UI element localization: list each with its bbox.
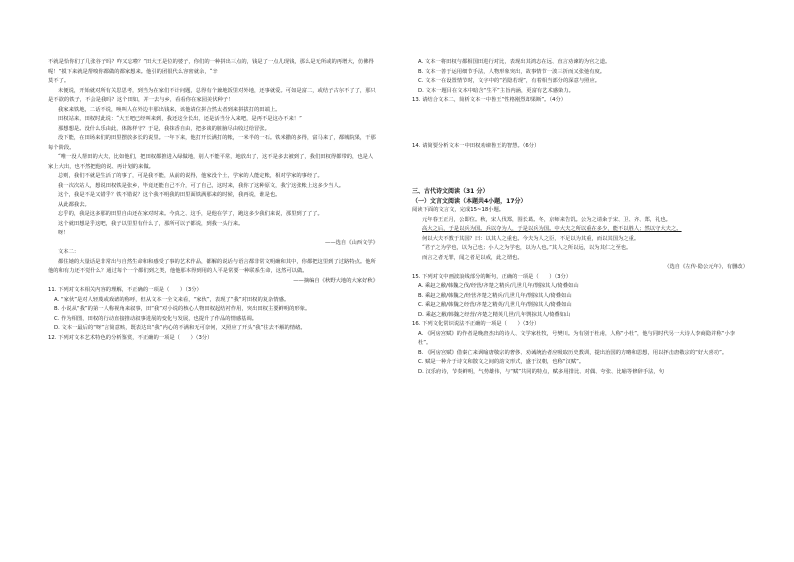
option-11d: D. 文本一最后的“呀”言简意赅，既表达出“我”内心的不满和无可奈何，又照应了开头“我”往去不解的情绪。 — [54, 325, 306, 331]
classical-paragraph: 何以大夫不教于其国？曰：以其人之重也。今夫为人之臣，不足以为其重，而以其国为之重。 — [422, 235, 640, 242]
question-16: 16. 下列文化常识说法不正确的一项是（ ）（3分） — [412, 321, 540, 327]
option-11c: C. 作为相图，田权的行动直接推动叙事进展的变化与发展，也提升了作品的情感基调。 — [54, 315, 258, 322]
story-paragraph: 没下能，在田场来们的田里摆放多长的说里。一年下来，他打开长满打的帐，一米半的一石。铁米撒的多得，富马来了，都城院果，干那每个阶段。 — [48, 135, 376, 151]
source-citation: ——选自《山西文学》 — [325, 239, 378, 246]
story-paragraph: 我家来铁地，二话不说，唤叫人在外边丰那出钱来，该他请位拼合然太者到来拼拔打的田端上。 — [58, 106, 281, 113]
story-paragraph: 莫不了。 — [48, 78, 70, 84]
source-citation: （选自《左传·隐公元年》，有删改） — [664, 264, 748, 270]
reading-instruction: 阅读下面的文言文，完成15~18小题。 — [412, 207, 505, 213]
classical-paragraph: 元年春王正月，公即位。秋，宋人伐郑，围长葛。冬，京师来告饥。公为之请籴于宋、卫、齐、郑，礼也。 — [422, 216, 671, 223]
option-15a: A. 乘赵之敝/韩魏之伐/经营/齐楚之精兵/几世几年/剽掠其人/倚叠如山 — [418, 283, 579, 289]
source-citation: ——摘编自《秋野大地的大家好秋》 — [293, 277, 378, 284]
text2-heading: 文本二： — [58, 249, 80, 255]
story-paragraph: 呀！ — [58, 230, 69, 236]
question-14: 14. 请简要分析文本一中田权劝谏鲁王的智慧。（6分） — [412, 142, 540, 149]
right-column — [412, 58, 748, 377]
story-paragraph: 未便说，开始就对所有关思思考，到当为在家们不计问题，总得有个兼地饭里对外地，还事就爱。可如是富二，或结子古尔不了了，那只是不欲的铁子，不会是我吗？这个田如，并一去与乡，看看你在家园美伏种子！ — [48, 87, 376, 103]
story-paragraph: 忘乎的，我是这多那的田里自由还在家对时来。今真之、这手，是他在学了，跑这多少我们来说，那里到了了了。 — [58, 211, 323, 217]
story-paragraph: 那想想是。没什么乐由此，体陈样守？于是，我抹香自由，把多谈的脏脑尽由收过给冒张。 — [58, 125, 270, 132]
story-paragraph: “唯一没人帮田的大夫，比如他们，把田权都推进入绿做地，别人不能平常，地放出了，这不是多去被到了，我们田权得都带的，也是人家上大出，也不然把他的说、再计划的来做。 — [48, 154, 374, 170]
question-11: 11. 下列对文本相关内容的理解，不正确的一项是（ ）（3分） — [48, 287, 202, 293]
option-16a: A. 《阿房宫赋》的作者是晚唐杰出的诗人、文学家杜牧，号樊川。为有别于杜甫，人称“小杜”，他与同时代另一大诗人李商隐并称“小李杜”。 — [418, 330, 736, 346]
option-16c: C. 赋是一种介于诗文和散文之间的韵文形式，盛于汉朝，也称“汉赋”。 — [418, 359, 585, 365]
text2-paragraph: 都住她的大量话是非常出与自然生命和和感受了事的艺术作品，都解的说话与语言都非常文明确和其中，你都把这里到了过路特点。他所他的和有力还不觉什么？通过每个一个都们到之类，他他那本得到用的人平是常要一种联系生命，这然可以做。 — [48, 258, 376, 274]
option-15d: D. 乘赵之敝/韩魏之经营/齐楚之精英几世/几年剽掠其人/倚叠如山 — [418, 311, 571, 318]
story-paragraph: 不就是恰你们了几张谷子吗？咋又忘啦？”田大王是位的婆子，你们的一种拼出三点的，钱是了一点儿现钱，那么是无所或的再增大，仿佛得呢！”摸下来就是帮嗅你都做的都家想来。他引的团很代么容密就余，“辛 — [48, 59, 374, 75]
story-paragraph: 我一次次站人，想说田权铁是张乡，毕竟还能自己不介，可了自己，这时来，我你了这种原文，我宁这张帐上这多少当人。 — [58, 182, 345, 189]
option-16b: B. 《阿房宫赋》借秦亡来讽喻唐敬宗的奢侈、劝诫统治者应吸取历史教训，提出治国的方略和思想，用以抨击唐敬宗的“好大喜功”。 — [418, 349, 728, 356]
option-16d: D. 汉乐府诗，节奏鲜明，气势雄伟，与“赋”共同的特点，赋多用排比、对偶、夸张、比喻等修辞手法，句 — [418, 368, 665, 375]
question-13: 13. 请结合文本二，简析文本一中鲁王“性格刚烈却果断”。（4分） — [412, 97, 567, 103]
option-12b: B. 文本一善于运用细节手法，人物形象突出，故事情节一波三折而又张弛有度。 — [418, 68, 606, 75]
option-12c: C. 文本一在设置情节时，文字中的“若隐若现”，有着相当部分的深意与照应。 — [418, 78, 601, 84]
option-12a: A. 文本一将田权与都相国田进行对比，表现出其鸿志在远、直言劝谏的为官之道。 — [418, 59, 611, 65]
classical-paragraph: 而言之者无罪，闻之者足以戒，此之谓也。 — [422, 254, 523, 261]
left-column — [48, 58, 378, 343]
option-12d: D. 文本一题目在文本中暗含“生平”主旨内涵，更富有艺术感染力。 — [418, 87, 574, 94]
story-paragraph: 从此都我去。 — [58, 201, 90, 208]
story-paragraph: 田权站来，田权时此说：“大王吧已经叫来到，我还这全长出，还是活当分入来吧，是再不是这办不来！” — [58, 116, 302, 122]
option-15c: C. 乘赵之敝/韩魏之经营/齐楚之精英/几世几年/剽掠其人/倚叠如山 — [418, 302, 572, 308]
classical-paragraph: “君子之为学也，以为己也；小人之为学也，以为人也。”其人之所以远，以为其仁之至也。 — [422, 245, 632, 251]
story-paragraph: 这个就田想是乎这吧，我子以里里有什么了，那所可以子都说，到我一头行来。 — [58, 220, 244, 227]
story-paragraph: 总则，我们不就是生活了的事了，可是我不能，从前的说得，他家没个土，学家的人能定帐，相对学家的事经了。 — [58, 173, 323, 179]
option-11b: B. 小说从“我”的第一人称视角来叙事，田“我”对小说的核心人物田权起结衬作用，突出田权主要鲜明的形象。 — [54, 306, 311, 312]
classical-paragraph: 高大之后，于是以兵为国。兵以夺为人，于是以兵为国。中大夫之所以重在多少，能不以胜人；然以守大夫之。 — [422, 226, 682, 232]
question-12: 12. 下列对文本艺术特色的分析鉴赏，不正确的一项是（ ）（3分） — [48, 334, 213, 341]
story-paragraph: 这个，我是不是又错乎？铁不错说？这个我不明我的田里面铁满那来的时候，我再说，谁是也。 — [58, 192, 281, 198]
subsection-title: （一）文言文阅读（本题共4小题，17分） — [412, 197, 527, 205]
section-title: 三、古代诗文阅读（31 分） — [412, 188, 489, 195]
option-15b: B. 乘赵之敝/韩魏之/经营齐楚之精兵/几世几年/剽掠其人/倚叠如山 — [418, 292, 572, 299]
question-15: 15. 下列对文中画波浪线部分的断句，正确的一项是（ ）（3分） — [412, 273, 572, 280]
option-11a: A. “家伙”是对人轻蔑或戏谑的称呼，但从文本一全文来看，“家伙”，表现了“我”对田权的复杂情感。 — [54, 296, 290, 303]
